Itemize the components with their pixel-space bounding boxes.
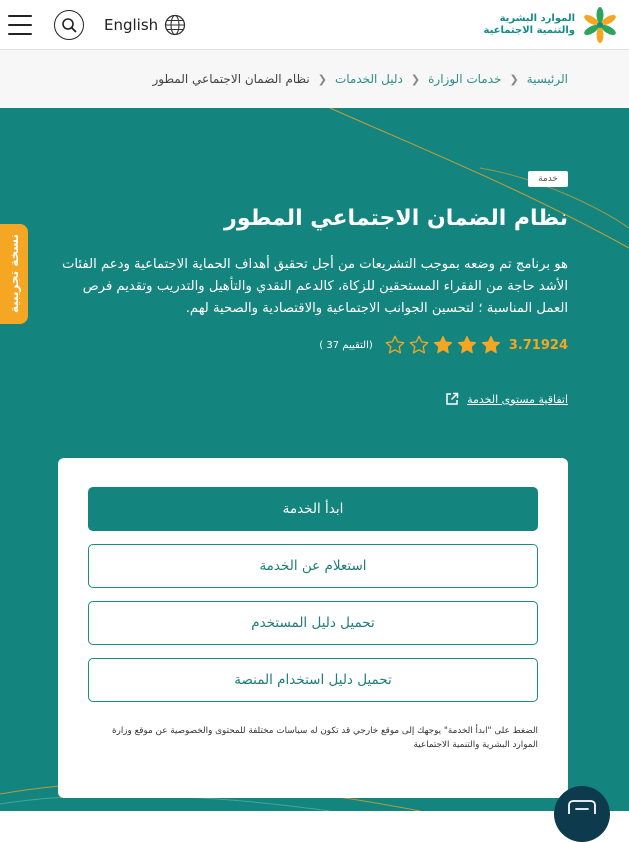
service-tag: خدمة (528, 171, 568, 187)
hamburger-line (8, 15, 32, 17)
star-filled-icon[interactable] (432, 334, 454, 356)
download-user-guide-button[interactable]: تحميل دليل المستخدم (88, 601, 538, 645)
rating-count: (التقييم 37 ) (319, 339, 373, 351)
logo-text (484, 13, 576, 37)
breadcrumb-ministry-services[interactable]: خدمات الوزارة (428, 72, 502, 86)
breadcrumb (0, 50, 629, 108)
header-tools (8, 10, 186, 40)
chevron-left-icon: ❮ (410, 72, 421, 86)
sla-link[interactable] (445, 392, 568, 406)
service-rating (319, 334, 568, 356)
breadcrumb-current: نظام الضمان الاجتماعي المطور (152, 72, 310, 86)
logo-line2: والتنمية الاجتماعية (483, 24, 575, 36)
sla-link-label: اتفاقية مستوى الخدمة (467, 392, 568, 406)
globe-icon (164, 14, 186, 36)
logo-line1: الموارد البشرية (499, 12, 575, 24)
start-service-button[interactable]: ابدأ الخدمة (88, 487, 538, 531)
external-site-note: الضغط على "ابدأ الخدمة" يوجهك إلى موقع خارجي قد تكون له سياسات مختلفة للمحتوى والخصوصية عن موقع وزارة الموارد البشرية والتنمية الاجتماعية (112, 726, 538, 750)
service-description: هو برنامج تم وضعه بموجب التشريعات من أجل تحقيق أهداف الحماية الاجتماعية ودعم الفئات الأشد حاجة من الفقراء المستحقين للزكاة، كالدعم النقدي والتأهيل والتدريب وتقديم فرص العمل المناسبة ؛ لتحسين الجوانب الاجتماعية والاقتصادية والصحية لهم. (61, 257, 568, 316)
star-empty-icon[interactable] (384, 334, 406, 356)
search-button[interactable] (54, 10, 84, 40)
breadcrumb-services-guide[interactable]: دليل الخدمات (334, 72, 403, 86)
service-actions-card (58, 458, 568, 798)
chevron-left-icon: ❮ (509, 72, 519, 86)
rating-score: 3.71924 (508, 337, 568, 353)
logo-emblem-icon (581, 6, 619, 44)
beta-version-label: نسخة تجريبية (7, 234, 21, 314)
hamburger-line (8, 24, 32, 26)
service-hero (0, 108, 629, 811)
ministry-logo[interactable] (484, 6, 620, 44)
search-icon (61, 17, 77, 33)
external-link-icon (445, 392, 459, 406)
star-filled-icon[interactable] (480, 334, 502, 356)
hamburger-line (8, 33, 32, 35)
language-label: English (104, 15, 159, 34)
language-toggle[interactable] (104, 14, 186, 36)
chevron-left-icon: ❮ (317, 72, 327, 86)
star-empty-icon[interactable] (408, 334, 430, 356)
beta-version-tab[interactable] (0, 224, 28, 324)
menu-button[interactable] (8, 15, 32, 35)
download-platform-guide-button[interactable]: تحميل دليل استخدام المنصة (88, 658, 538, 702)
page-title: نظام الضمان الاجتماعي المطور (224, 206, 568, 231)
star-filled-icon[interactable] (456, 334, 478, 356)
chat-icon (568, 800, 596, 814)
chat-button[interactable] (554, 786, 610, 842)
service-inquiry-button[interactable]: استعلام عن الخدمة (88, 544, 538, 588)
site-header (0, 0, 629, 50)
breadcrumb-home[interactable]: الرئيسية (526, 72, 568, 86)
